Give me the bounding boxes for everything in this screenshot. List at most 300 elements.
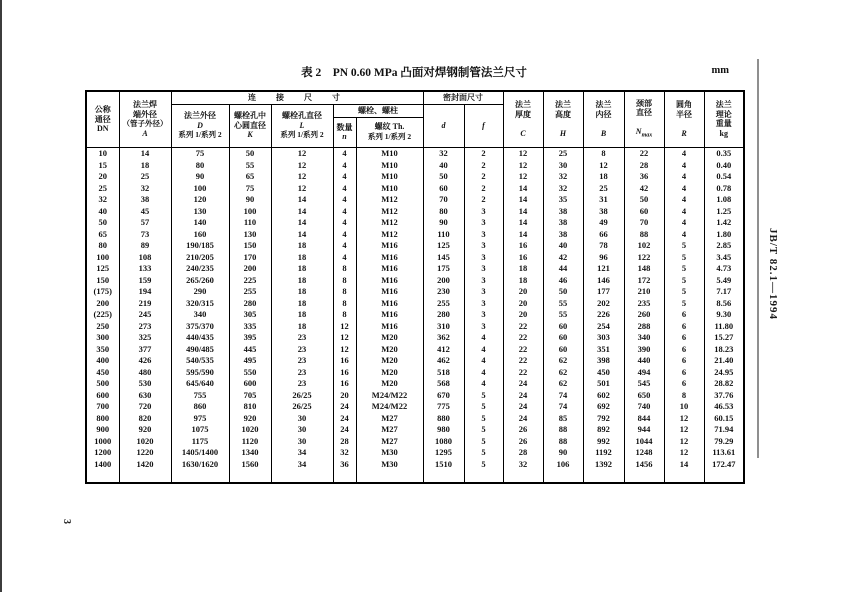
- table-cell: 426: [119, 355, 171, 367]
- table-cell: M12: [356, 205, 423, 217]
- table-cell: 4: [464, 355, 503, 367]
- table-cell: 80: [171, 159, 229, 171]
- table-cell: 90: [171, 171, 229, 183]
- table-cell: 42: [543, 251, 583, 263]
- header-bore: [583, 91, 624, 147]
- table-cell: 4: [333, 228, 356, 240]
- table-cell: 120: [171, 194, 229, 206]
- table-cell: 1080: [423, 435, 464, 447]
- table-cell: 62: [543, 366, 583, 378]
- table-cell: 34: [271, 458, 333, 470]
- table-cell: 450: [86, 366, 119, 378]
- header-qty-label: 数量: [336, 122, 353, 132]
- table-cell: 24: [503, 401, 543, 413]
- table-cell: 30: [543, 159, 583, 171]
- table-row: [86, 182, 744, 194]
- table-cell: 88: [624, 228, 664, 240]
- table-cell: M10: [356, 159, 423, 171]
- table-cell: 55: [543, 297, 583, 309]
- table-cell: M30: [356, 447, 423, 459]
- header-bolt-circle: [229, 104, 271, 147]
- table-cell: 18: [271, 274, 333, 286]
- table-cell: 65: [86, 228, 119, 240]
- header-n-line1: 颈部: [636, 98, 653, 108]
- header-neck-diameter: [624, 91, 664, 147]
- table-cell: 5: [664, 240, 704, 252]
- table-row: [86, 205, 744, 217]
- table-cell: 4: [333, 182, 356, 194]
- table-cell: 6: [664, 355, 704, 367]
- table-cell: 920: [119, 424, 171, 436]
- table-cell: 100: [86, 251, 119, 263]
- table-row: [86, 297, 744, 309]
- table-cell: 254: [583, 320, 624, 332]
- table-cell: 88: [543, 424, 583, 436]
- header-l-line1: 螺栓孔直径: [282, 111, 322, 121]
- table-cell: 810: [229, 401, 271, 413]
- table-cell: 2: [464, 147, 503, 159]
- header-kg-line3: 重量: [715, 119, 732, 129]
- table-row: [86, 366, 744, 378]
- table-cell: 335: [229, 320, 271, 332]
- table-row: [86, 263, 744, 275]
- table-cell: 568: [423, 378, 464, 390]
- header-a-line3: （管子外径）: [122, 119, 168, 129]
- page-number: 3: [61, 519, 72, 524]
- header-weight: [704, 91, 744, 147]
- table-row: [86, 412, 744, 424]
- table-cell: 8: [583, 147, 624, 159]
- table-cell: 4: [333, 159, 356, 171]
- table-cell: 25: [86, 182, 119, 194]
- table-cell: M10: [356, 171, 423, 183]
- table-cell: 4.73: [704, 263, 744, 275]
- table-cell: 740: [624, 401, 664, 413]
- header-b-line2: 内径: [595, 109, 612, 119]
- table-cell: 145: [423, 251, 464, 263]
- header-dn-line2: 通径: [94, 114, 111, 124]
- table-cell: M20: [356, 366, 423, 378]
- table-cell: 480: [119, 366, 171, 378]
- table-cell: 2: [464, 171, 503, 183]
- table-cell: 110: [229, 217, 271, 229]
- table-cell: M16: [356, 251, 423, 263]
- table-cell: 518: [423, 366, 464, 378]
- table-cell: 245: [119, 309, 171, 321]
- table-cell: 5: [664, 274, 704, 286]
- header-h-line1: 法兰: [555, 100, 572, 110]
- table-row: [86, 401, 744, 413]
- header-bolt-qty: [333, 117, 356, 147]
- table-cell: 8: [664, 389, 704, 401]
- table-row: [86, 320, 744, 332]
- table-cell: 14: [503, 182, 543, 194]
- header-a-line1: 法兰焊: [133, 100, 157, 110]
- table-cell: 32: [543, 171, 583, 183]
- table-cell: 12: [664, 435, 704, 447]
- table-cell: 630: [119, 389, 171, 401]
- table-row: [86, 309, 744, 321]
- table-cell: 50: [229, 147, 271, 159]
- table-cell: 96: [583, 251, 624, 263]
- table-cell: 0.78: [704, 182, 744, 194]
- table-cell: 25: [583, 182, 624, 194]
- table-cell: 340: [171, 309, 229, 321]
- table-cell: 75: [171, 147, 229, 159]
- table-cell: 820: [119, 412, 171, 424]
- table-cell: 80: [86, 240, 119, 252]
- table-row: [86, 389, 744, 401]
- table-cell: 40: [423, 159, 464, 171]
- table-cell: 450: [583, 366, 624, 378]
- table-cell: 880: [423, 412, 464, 424]
- table-cell: 14: [271, 217, 333, 229]
- table-cell: 4: [333, 147, 356, 159]
- table-cell: 50: [624, 194, 664, 206]
- table-cell: 50: [423, 171, 464, 183]
- table-cell: 5: [464, 389, 503, 401]
- table-cell: 71.94: [704, 424, 744, 436]
- table-row: [86, 424, 744, 436]
- table-cell: 305: [229, 309, 271, 321]
- table-cell: 190/185: [171, 240, 229, 252]
- spacer-cell: [119, 470, 171, 483]
- table-cell: 5: [664, 286, 704, 298]
- table-cell: 494: [624, 366, 664, 378]
- table-cell: 23: [271, 332, 333, 344]
- table-cell: 4: [464, 378, 503, 390]
- header-seal-f: [464, 104, 503, 147]
- table-cell: 14: [503, 228, 543, 240]
- table-cell: 7.17: [704, 286, 744, 298]
- table-cell: 22: [503, 343, 543, 355]
- header-r-line2: 半径: [676, 109, 693, 119]
- table-row: [86, 251, 744, 263]
- table-cell: 1340: [229, 447, 271, 459]
- table-body: [86, 147, 744, 483]
- table-cell: M27: [356, 424, 423, 436]
- table-cell: 775: [423, 401, 464, 413]
- table-cell: 66: [583, 228, 624, 240]
- table-row: [86, 343, 744, 355]
- table-cell: 600: [86, 389, 119, 401]
- table-cell: 14: [503, 194, 543, 206]
- table-cell: 1.08: [704, 194, 744, 206]
- table-cell: 351: [583, 343, 624, 355]
- table-cell: 1405/1400: [171, 447, 229, 459]
- spacer-cell: [171, 470, 229, 483]
- table-cell: 172.47: [704, 458, 744, 470]
- table-cell: 6: [664, 320, 704, 332]
- flange-dimensions-table: [85, 90, 745, 484]
- header-d-series: 系列 1/系列 2: [178, 130, 222, 140]
- spacer-cell: [624, 470, 664, 483]
- table-cell: 110: [423, 228, 464, 240]
- table-cell: 720: [119, 401, 171, 413]
- table-row: [86, 447, 744, 459]
- spacer-cell: [503, 470, 543, 483]
- table-cell: 22: [624, 147, 664, 159]
- table-cell: 6: [664, 366, 704, 378]
- table-cell: 8.56: [704, 297, 744, 309]
- table-cell: (225): [86, 309, 119, 321]
- table-cell: 700: [86, 401, 119, 413]
- header-radius: [664, 91, 704, 147]
- table-cell: 35: [543, 194, 583, 206]
- table-cell: 34: [271, 447, 333, 459]
- table-cell: 200: [86, 297, 119, 309]
- table-cell: 62: [543, 378, 583, 390]
- table-cell: 992: [583, 435, 624, 447]
- table-cell: 60: [543, 343, 583, 355]
- table-cell: 1420: [119, 458, 171, 470]
- table-cell: 440/435: [171, 332, 229, 344]
- table-cell: 800: [86, 412, 119, 424]
- table-cell: 90: [543, 447, 583, 459]
- table-cell: 15: [86, 159, 119, 171]
- header-kg-line2: 理论: [715, 109, 732, 119]
- table-cell: 177: [583, 286, 624, 298]
- table-cell: 844: [624, 412, 664, 424]
- table-cell: 78: [583, 240, 624, 252]
- header-l-symbol: L: [299, 120, 305, 130]
- table-cell: 50: [543, 286, 583, 298]
- header-flange-od: [171, 104, 229, 147]
- table-cell: M12: [356, 228, 423, 240]
- table-cell: 3: [464, 309, 503, 321]
- table-cell: 12: [271, 147, 333, 159]
- table-cell: 102: [624, 240, 664, 252]
- table-cell: 23: [271, 378, 333, 390]
- standard-code-label: JB/T 82.1—1994: [767, 228, 779, 321]
- table-cell: 172: [624, 274, 664, 286]
- header-h-symbol: H: [559, 128, 567, 138]
- table-cell: 290: [171, 286, 229, 298]
- table-cell: 1400: [86, 458, 119, 470]
- table-row: [86, 286, 744, 298]
- table-cell: 1295: [423, 447, 464, 459]
- table-cell: 5: [464, 435, 503, 447]
- table-cell: 230: [423, 286, 464, 298]
- table-cell: 40: [543, 240, 583, 252]
- header-dn-line1: 公称: [94, 105, 111, 115]
- spacer-cell: [423, 470, 464, 483]
- table-cell: 5: [464, 458, 503, 470]
- table-cell: 65: [229, 171, 271, 183]
- table-cell: 390: [624, 343, 664, 355]
- header-a-symbol: A: [142, 128, 148, 138]
- table-row: [86, 217, 744, 229]
- table-cell: 900: [86, 424, 119, 436]
- table-cell: 37.76: [704, 389, 744, 401]
- header-a-line2: 端外径: [133, 109, 157, 119]
- table-cell: 38: [543, 205, 583, 217]
- table-cell: 5: [464, 412, 503, 424]
- table-cell: 12: [271, 159, 333, 171]
- header-c-symbol: C: [520, 128, 526, 138]
- table-cell: 125: [423, 240, 464, 252]
- header-n-symbol: N: [635, 127, 642, 137]
- header-rule-line: [757, 59, 759, 458]
- table-cell: 944: [624, 424, 664, 436]
- header-connection-group: 连 接 尺 寸: [171, 91, 423, 104]
- table-row: [86, 147, 744, 159]
- header-height: [543, 91, 583, 147]
- spacer-cell: [583, 470, 624, 483]
- table-row: [86, 194, 744, 206]
- header-thickness: [503, 91, 543, 147]
- table-cell: 280: [423, 309, 464, 321]
- table-cell: M10: [356, 147, 423, 159]
- table-cell: 18.23: [704, 343, 744, 355]
- spacer-cell: [333, 470, 356, 483]
- table-cell: 14: [271, 205, 333, 217]
- table-cell: 122: [624, 251, 664, 263]
- table-cell: 288: [624, 320, 664, 332]
- table-cell: 3: [464, 228, 503, 240]
- header-k-line1: 螺栓孔中: [234, 111, 266, 121]
- table-cell: 20: [503, 286, 543, 298]
- table-cell: 24.95: [704, 366, 744, 378]
- table-cell: 90: [229, 194, 271, 206]
- header-c-line1: 法兰: [515, 100, 532, 110]
- table-cell: 108: [119, 251, 171, 263]
- table-cell: 550: [229, 366, 271, 378]
- table-cell: 0.35: [704, 147, 744, 159]
- table-cell: 12: [664, 447, 704, 459]
- header-d-symbol: D: [197, 120, 203, 130]
- table-cell: M20: [356, 343, 423, 355]
- table-cell: 200: [229, 263, 271, 275]
- table-cell: 44: [543, 263, 583, 275]
- table-cell: 26: [503, 435, 543, 447]
- table-cell: 148: [624, 263, 664, 275]
- table-cell: 14: [503, 217, 543, 229]
- table-cell: 210/205: [171, 251, 229, 263]
- table-cell: 20: [503, 297, 543, 309]
- header-bolt-group: 螺栓、螺柱: [333, 104, 423, 117]
- table-cell: 16: [503, 240, 543, 252]
- table-cell: 705: [229, 389, 271, 401]
- table-cell: 24: [503, 412, 543, 424]
- table-cell: 920: [229, 412, 271, 424]
- table-cell: 170: [229, 251, 271, 263]
- table-cell: 1175: [171, 435, 229, 447]
- table-cell: 377: [119, 343, 171, 355]
- table-cell: 16: [333, 378, 356, 390]
- table-cell: M12: [356, 194, 423, 206]
- table-cell: 300: [86, 332, 119, 344]
- table-cell: M20: [356, 378, 423, 390]
- table-row: [86, 435, 744, 447]
- table-cell: 3: [464, 320, 503, 332]
- table-cell: 79.29: [704, 435, 744, 447]
- table-cell: M16: [356, 274, 423, 286]
- table-cell: 1248: [624, 447, 664, 459]
- table-cell: 1.42: [704, 217, 744, 229]
- header-k-line2: 心圆直径: [234, 120, 266, 130]
- table-cell: 18: [271, 297, 333, 309]
- table-cell: 8: [333, 309, 356, 321]
- table-cell: 6: [664, 343, 704, 355]
- header-r-line1: 圆角: [676, 100, 693, 110]
- table-cell: 5: [464, 447, 503, 459]
- table-cell: 23: [271, 366, 333, 378]
- table-row: [86, 274, 744, 286]
- table-cell: 595/590: [171, 366, 229, 378]
- table-cell: 1020: [119, 435, 171, 447]
- table-cell: 4: [333, 171, 356, 183]
- table-cell: 540/535: [171, 355, 229, 367]
- table-cell: 73: [119, 228, 171, 240]
- table-cell: 12: [333, 320, 356, 332]
- table-cell: 32: [423, 147, 464, 159]
- table-cell: 280: [229, 297, 271, 309]
- table-cell: 600: [229, 378, 271, 390]
- table-cell: 650: [624, 389, 664, 401]
- table-cell: 12: [503, 147, 543, 159]
- header-dn-symbol: DN: [96, 123, 109, 133]
- table-cell: 8: [333, 263, 356, 275]
- table-cell: 18: [119, 159, 171, 171]
- table-cell: 150: [86, 274, 119, 286]
- table-cell: 90: [423, 217, 464, 229]
- table-cell: 15.27: [704, 332, 744, 344]
- table-cell: 57: [119, 217, 171, 229]
- table-title-bar: [85, 64, 743, 82]
- table-cell: 100: [171, 182, 229, 194]
- table-cell: 892: [583, 424, 624, 436]
- table-cell: M16: [356, 286, 423, 298]
- table-cell: 2: [464, 159, 503, 171]
- table-cell: 445: [229, 343, 271, 355]
- table-cell: M30: [356, 458, 423, 470]
- table-cell: 3: [464, 263, 503, 275]
- table-cell: 80: [423, 205, 464, 217]
- table-cell: 60.15: [704, 412, 744, 424]
- table-cell: 14: [271, 228, 333, 240]
- table-row: [86, 228, 744, 240]
- table-cell: 18: [271, 263, 333, 275]
- table-cell: 350: [86, 343, 119, 355]
- spacer-cell: [543, 470, 583, 483]
- table-cell: 159: [119, 274, 171, 286]
- table-cell: 395: [229, 332, 271, 344]
- table-cell: 5: [464, 401, 503, 413]
- table-cell: 260: [624, 309, 664, 321]
- table-cell: 5.49: [704, 274, 744, 286]
- table-cell: 4: [664, 159, 704, 171]
- header-c-line2: 厚度: [515, 109, 532, 119]
- table-cell: 70: [423, 194, 464, 206]
- table-cell: 5: [664, 263, 704, 275]
- table-cell: 12: [271, 182, 333, 194]
- table-cell: 16: [333, 366, 356, 378]
- table-row: [86, 355, 744, 367]
- table-cell: 175: [423, 263, 464, 275]
- table-cell: 6: [664, 332, 704, 344]
- table-cell: 38: [543, 228, 583, 240]
- table-cell: 320/315: [171, 297, 229, 309]
- table-cell: 6: [664, 378, 704, 390]
- table-cell: 133: [119, 263, 171, 275]
- header-dn: [86, 91, 119, 147]
- table-cell: 28: [333, 435, 356, 447]
- table-cell: 14: [503, 205, 543, 217]
- header-seal-d-symbol: d: [441, 120, 446, 130]
- table-cell: 4: [664, 182, 704, 194]
- table-cell: 85: [543, 412, 583, 424]
